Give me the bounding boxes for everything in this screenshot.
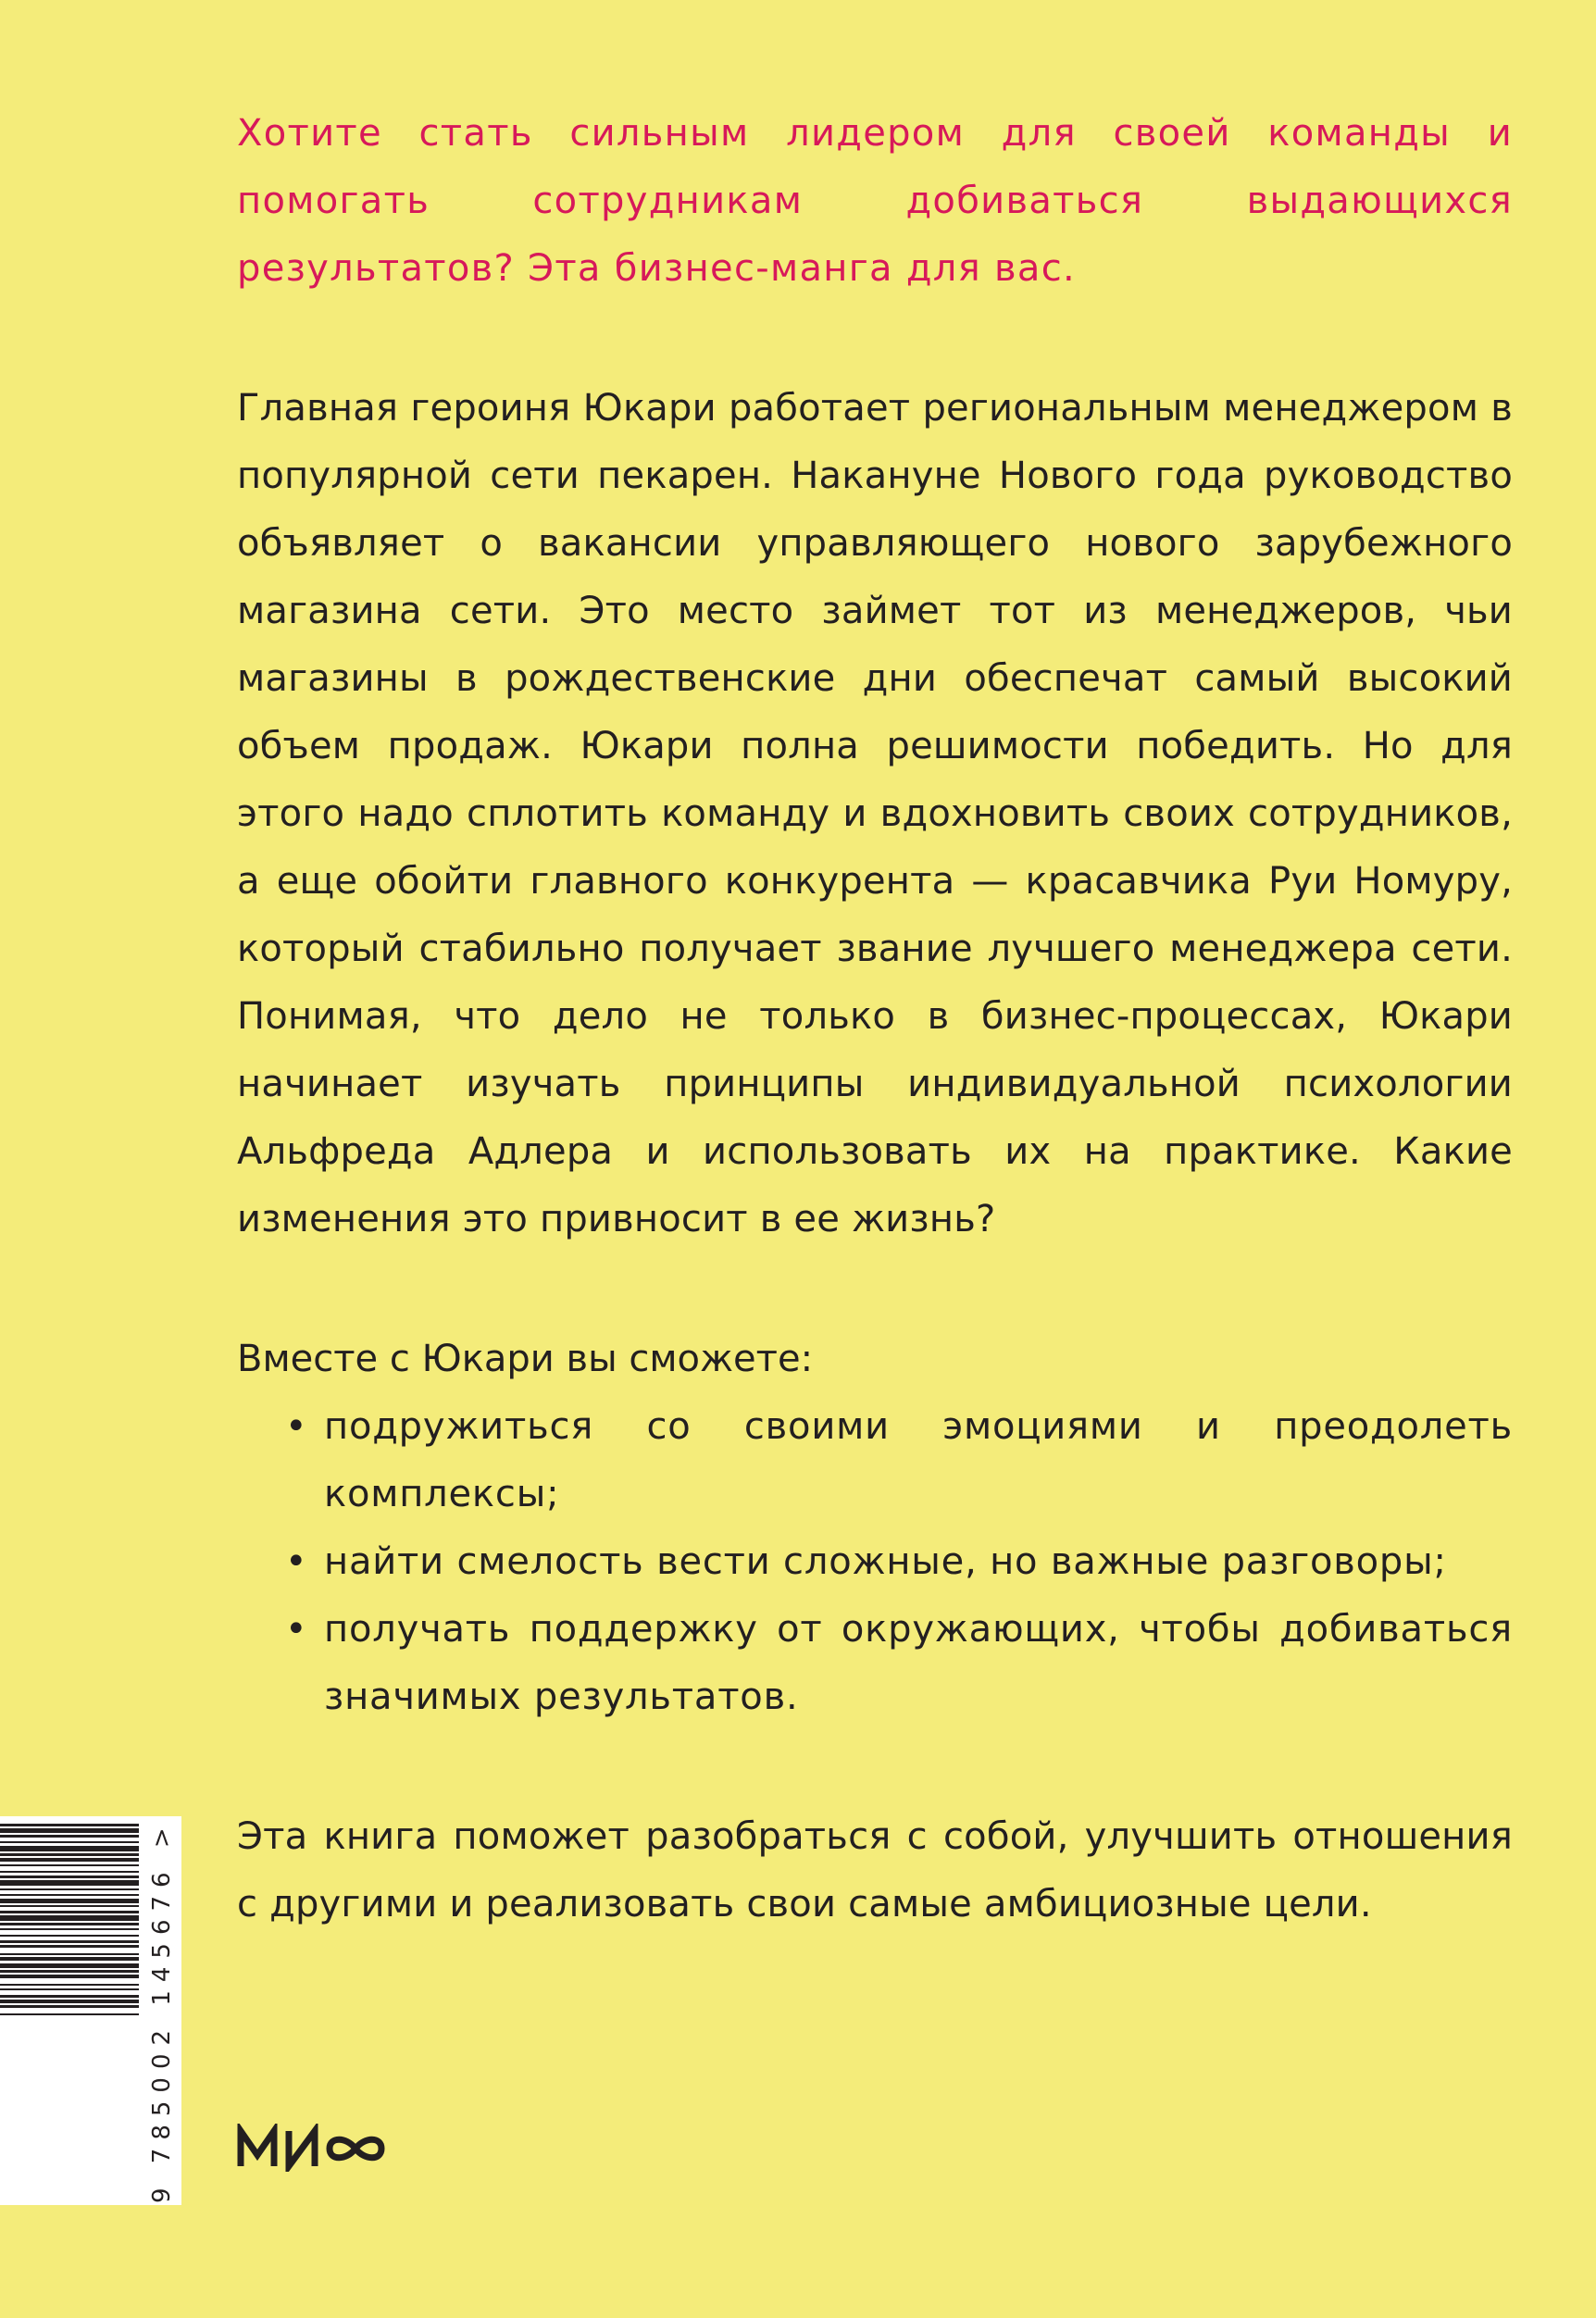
list-item-text: найти смелость вести сложные, но важные разговоры; xyxy=(324,1540,1447,1583)
barcode-bar xyxy=(0,1835,139,1838)
barcode-bar xyxy=(0,2005,139,2008)
barcode-bar xyxy=(0,1940,139,1943)
list-item xyxy=(237,1596,1513,1731)
barcode-bar xyxy=(0,2000,139,2003)
barcode-bar xyxy=(0,1963,139,1968)
list-item xyxy=(237,1393,1513,1528)
publisher-logo xyxy=(237,2120,385,2175)
closing-text: Эта книга поможет разобраться с собой, улучшить отношения с другими и реализовать свои самые амбициозные цели. xyxy=(237,1815,1513,1925)
barcode-bar xyxy=(0,1888,139,1890)
barcode-bar xyxy=(0,1911,139,1913)
barcode-bar xyxy=(0,1957,139,1961)
barcode-bar xyxy=(0,1864,139,1866)
barcode-bar xyxy=(0,1928,139,1930)
isbn-number xyxy=(148,1819,537,2203)
barcode-bar xyxy=(0,1988,139,1990)
barcode-bar xyxy=(0,1853,139,1856)
barcode-bar xyxy=(0,1876,139,1878)
barcode-bar xyxy=(0,1915,139,1921)
barcode-bar xyxy=(0,1975,139,1978)
barcode-bar xyxy=(0,1953,139,1955)
barcode-bar xyxy=(0,1923,139,1925)
barcode-bar xyxy=(0,1828,139,1833)
benefits-intro: Вместе с Юкари вы сможете: xyxy=(237,1338,814,1380)
cover-text-block xyxy=(237,100,1513,1938)
description-text: Главная героиня Юкари работает региональным менеджером в популярной сети пекарен. Накануне Нового года руководство объявляет о вакансии управляющего нового зарубежного магазина сети. Это место займет тот из менеджеров, чьи магазины в рождественские дни обеспечат самый высокий объем продаж. Юкари полна решимости победить. Но для этого надо сплотить команду и вдохновить своих сотрудников, а еще обойти главного конкурента — красавчика Руи Номуру, который стабильно получает звание лучшего менеджера сети. Понимая, что дело не только в бизнес-процессах, Юкари начинает изучать принципы индивидуальной психологии Альфреда Адлера и использовать их на практике. Какие изменения это привносит в ее жизнь? xyxy=(237,387,1513,1240)
lead-text: Хотите стать сильным лидером для своей команды и помогать сотрудникам добиваться выдающихся результатов? Эта бизнес-манга для вас. xyxy=(237,112,1513,290)
barcode-bar xyxy=(0,1995,139,1998)
barcode-bar xyxy=(0,1880,139,1886)
bullet-icon: • xyxy=(285,1405,308,1448)
barcode-bar xyxy=(0,1858,139,1862)
barcode-bar xyxy=(0,1945,139,1948)
bullet-icon: • xyxy=(285,1540,308,1583)
barcode-bar xyxy=(0,1871,139,1873)
barcode-bar xyxy=(0,1841,139,1843)
isbn-digits-text: 9 785002 145676 xyxy=(148,1863,176,2203)
isbn-end-mark: > xyxy=(148,1819,176,1849)
barcode-bar xyxy=(0,1984,139,1986)
barcode-bar xyxy=(0,1970,139,1973)
infinity-icon xyxy=(237,2124,385,2172)
list-item xyxy=(237,1528,1513,1596)
barcode-bar xyxy=(0,1905,139,1907)
barcode-bar xyxy=(0,1824,139,1826)
list-item-text: получать поддержку от окружающих, чтобы добиваться значимых результатов. xyxy=(324,1608,1513,1718)
barcode-bar xyxy=(0,1894,139,1896)
barcode-bar xyxy=(0,1846,139,1851)
bullet-icon: • xyxy=(285,1608,308,1651)
benefits-list xyxy=(237,1393,1513,1731)
list-item-text: подружиться со своими эмоциями и преодолеть комплексы; xyxy=(324,1405,1513,1515)
barcode-bar xyxy=(0,1899,139,1903)
barcode-bar xyxy=(0,1935,139,1937)
barcode-bar xyxy=(0,2013,139,2015)
